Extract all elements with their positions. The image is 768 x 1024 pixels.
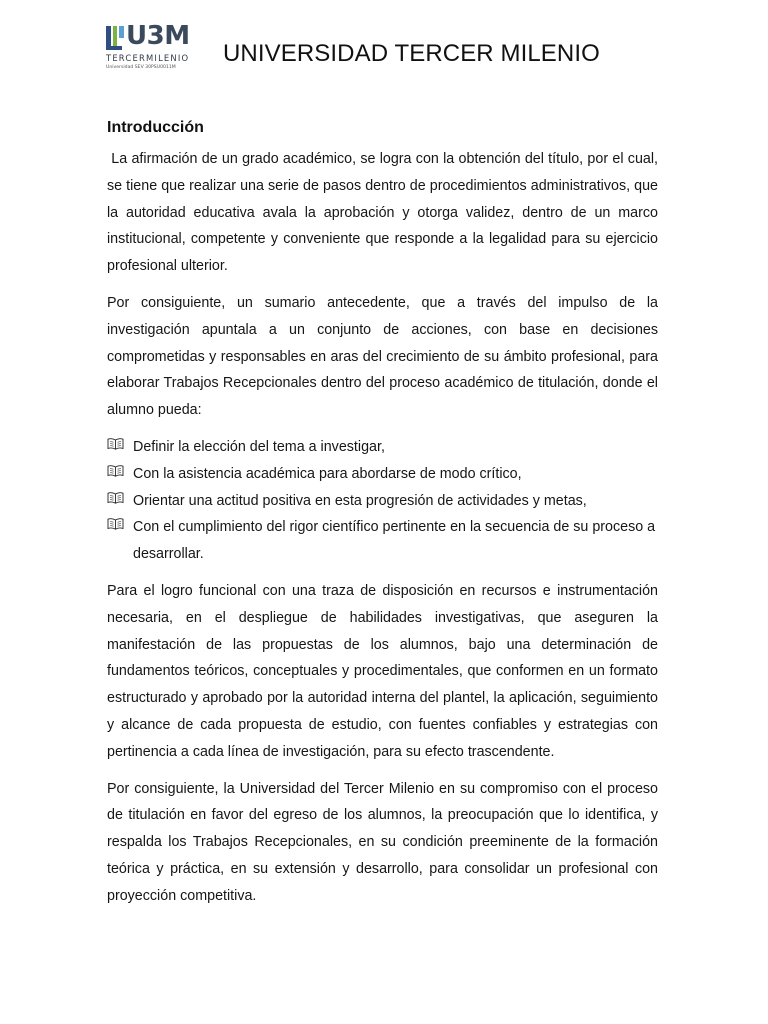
list-item-text: Definir la elección del tema a investigar, — [133, 438, 385, 455]
list-item — [107, 488, 658, 515]
logo-tagline: Universidad SEV 30PSU0011M — [106, 65, 176, 70]
logo-wordmark: U3M — [126, 21, 190, 51]
university-logo — [106, 21, 196, 76]
page-header — [106, 21, 666, 76]
paragraph-1: La afirmación de un grado académico, se logra con la obtención del título, por el cual, se tiene que realizar una serie de pasos dentro de procedimientos administrativos, que la autoridad educativa avala la aprobación y otorga validez, dentro de un marco institucional, competente y conveniente que responde a la legalidad para su ejercicio profesional ulterior. — [107, 151, 662, 275]
open-book-icon — [107, 438, 124, 450]
paragraph-2: Por consiguiente, un sumario antecedente, que a través del impulso de la investigación apuntala a un conjunto de acciones, con base en decisiones comprometidas y responsables en aras del crecimiento de su ámbito profesional, para elaborar Trabajos Recepcionales dentro del proceso académico de titulación, donde el alumno pueda: — [107, 294, 658, 419]
university-title: UNIVERSIDAD TERCER MILENIO — [223, 40, 600, 67]
logo-mark-icon — [106, 26, 124, 50]
list-item — [107, 514, 658, 568]
open-book-icon — [107, 518, 124, 530]
list-item — [107, 434, 658, 461]
document-body — [107, 118, 662, 920]
list-item-text: Con el cumplimiento del rigor científico pertinente en la secuencia de su proceso a desarrollar. — [133, 519, 656, 563]
list-item — [107, 461, 658, 488]
paragraph-4: Por consiguiente, la Universidad del Tercer Milenio en su compromiso con el proceso de titulación en favor del egreso de los alumnos, la preocupación que lo identifica, y respalda los Trabajos Recepcionales, en su condición preeminente de la formación teórica y práctica, en su extensión y desarrollo, para consolidar un profesional con proyección competitiva. — [107, 780, 658, 904]
logo-name: TERCERMILENIO — [106, 53, 190, 63]
open-book-icon — [107, 465, 124, 477]
section-heading: Introducción — [107, 119, 204, 136]
paragraph-3: Para el logro funcional con una traza de disposición en recursos e instrumentación necesaria, en el despliegue de habilidades investigativas, que aseguren la manifestación de las propuestas de los alumnos, bajo una determinación de fundamentos teóricos, conceptuales y procedimentales, que conformen en un formato estructurado y aprobado por la autoridad interna del plantel, la aplicación, seguimiento y alcance de cada propuesta de estudio, con fuentes confiables y estrategias con pertinencia a cada línea de investigación, para su efecto trascendente. — [107, 582, 658, 760]
list-item-text: Con la asistencia académica para abordarse de modo crítico, — [133, 465, 522, 482]
open-book-icon — [107, 492, 124, 504]
bullet-list — [107, 434, 658, 568]
list-item-text: Orientar una actitud positiva en esta progresión de actividades y metas, — [133, 492, 587, 509]
